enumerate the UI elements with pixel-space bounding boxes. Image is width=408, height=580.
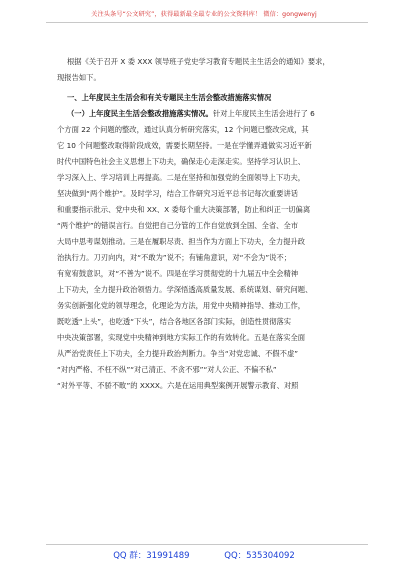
paragraph-line: 从严治党责任上下功夫，全力提升政治判断力。争当“对党忠诚、不假不虚”	[57, 349, 299, 358]
paragraph-line: 上下功夫，全力提升政治领悟力。学深悟透高质量发展、系统谋划、研究问题、	[57, 285, 313, 294]
footer-qq-group: QQ 群：31991489	[113, 551, 190, 561]
paragraph-line: “对内严格、不枉不纵”“对己清正、不贪不邪”“对人公正、不偏不私”	[57, 365, 277, 374]
paragraph-line: 既吃透“上头”，也吃透“下头”，结合各地区各部门实际，创造性贯彻落实	[57, 317, 292, 326]
paragraph-line: 现报告如下。	[57, 73, 101, 82]
header-banner	[0, 0, 408, 26]
footer-contact	[0, 549, 408, 565]
document-body	[57, 54, 353, 394]
paragraph-line: 大局中思考谋划推动。三是在履职尽责、担当作为方面上下功夫，全力提升政	[57, 237, 306, 246]
section-heading: 一、上年度民主生活会和有关专题民主生活会整改措施落实情况	[67, 93, 272, 102]
paragraph-line: 和重要指示批示、党中央和 XX、X 委每个重大决策部署，防止和纠正一切偏离	[57, 205, 311, 214]
footer-divider	[46, 544, 368, 545]
paragraph-line: 治执行力。刀刃向内，对“不敢为”说不；有铺角意识，对“不会为”说不；	[57, 253, 292, 262]
paragraph-line: 个方面 22 个问题的整改，通过认真分析研究落实，12 个问题已整改完成，其	[57, 125, 309, 134]
paragraph-line: “两个维护”的错误言行。自觉把自己分管的工作自觉放到全国、全省、全市	[57, 221, 299, 230]
paragraph-line: 有宽宥鼓意识，对“不善为”说不。四是在学习贯彻党的十九届五中全会精神	[57, 269, 299, 278]
paragraph-line	[57, 106, 353, 122]
header-divider	[46, 22, 368, 23]
paragraph-line: 务实创新强化党的领导理念，化理论为方法，用党中央精神指导、推动工作，	[57, 301, 306, 310]
subsection-heading: （一）上年度民主生活会整改措施落实情况。	[67, 109, 213, 118]
paragraph-line: 根据《关于召开 X 委 XXX 领导班子党史学习教育专题民主生活会的通知》要求，	[67, 57, 330, 66]
paragraph-line: 学习深入上、学习培训上再提高。二是在坚持和加强党的全面领导上下功夫，	[57, 173, 306, 182]
footer-qq-number: QQ：535304092	[224, 551, 295, 561]
subsection-lead-text: 针对上年度民主生活会进行了 6	[212, 109, 315, 118]
paragraph-line: 坚决做到“两个维护”。及时学习，结合工作研究习近平总书记每次重要讲话	[57, 189, 299, 198]
paragraph-line: “对外平等、不骄不畋”的 XXXX。六是在运用典型案例开展警示教育、对照	[57, 381, 299, 390]
header-promo-text: 关注头条号“公文研究”，获得最新最全最专业的公文资料库！ 微信：gongwenyj	[91, 11, 317, 18]
paragraph-line: 时代中国特色社会主义思想上下功夫，确保走心走深走实。坚持学习认识上、	[57, 157, 306, 166]
paragraph-line: 中央决策部署，实现党中央精神到地方实际工作的有效转化。五是在落实全面	[57, 333, 306, 342]
paragraph-line: 它 10 个问题整改取得阶段成效，需要长期坚持。一是在学懂弄通做实习近平新	[57, 141, 312, 150]
